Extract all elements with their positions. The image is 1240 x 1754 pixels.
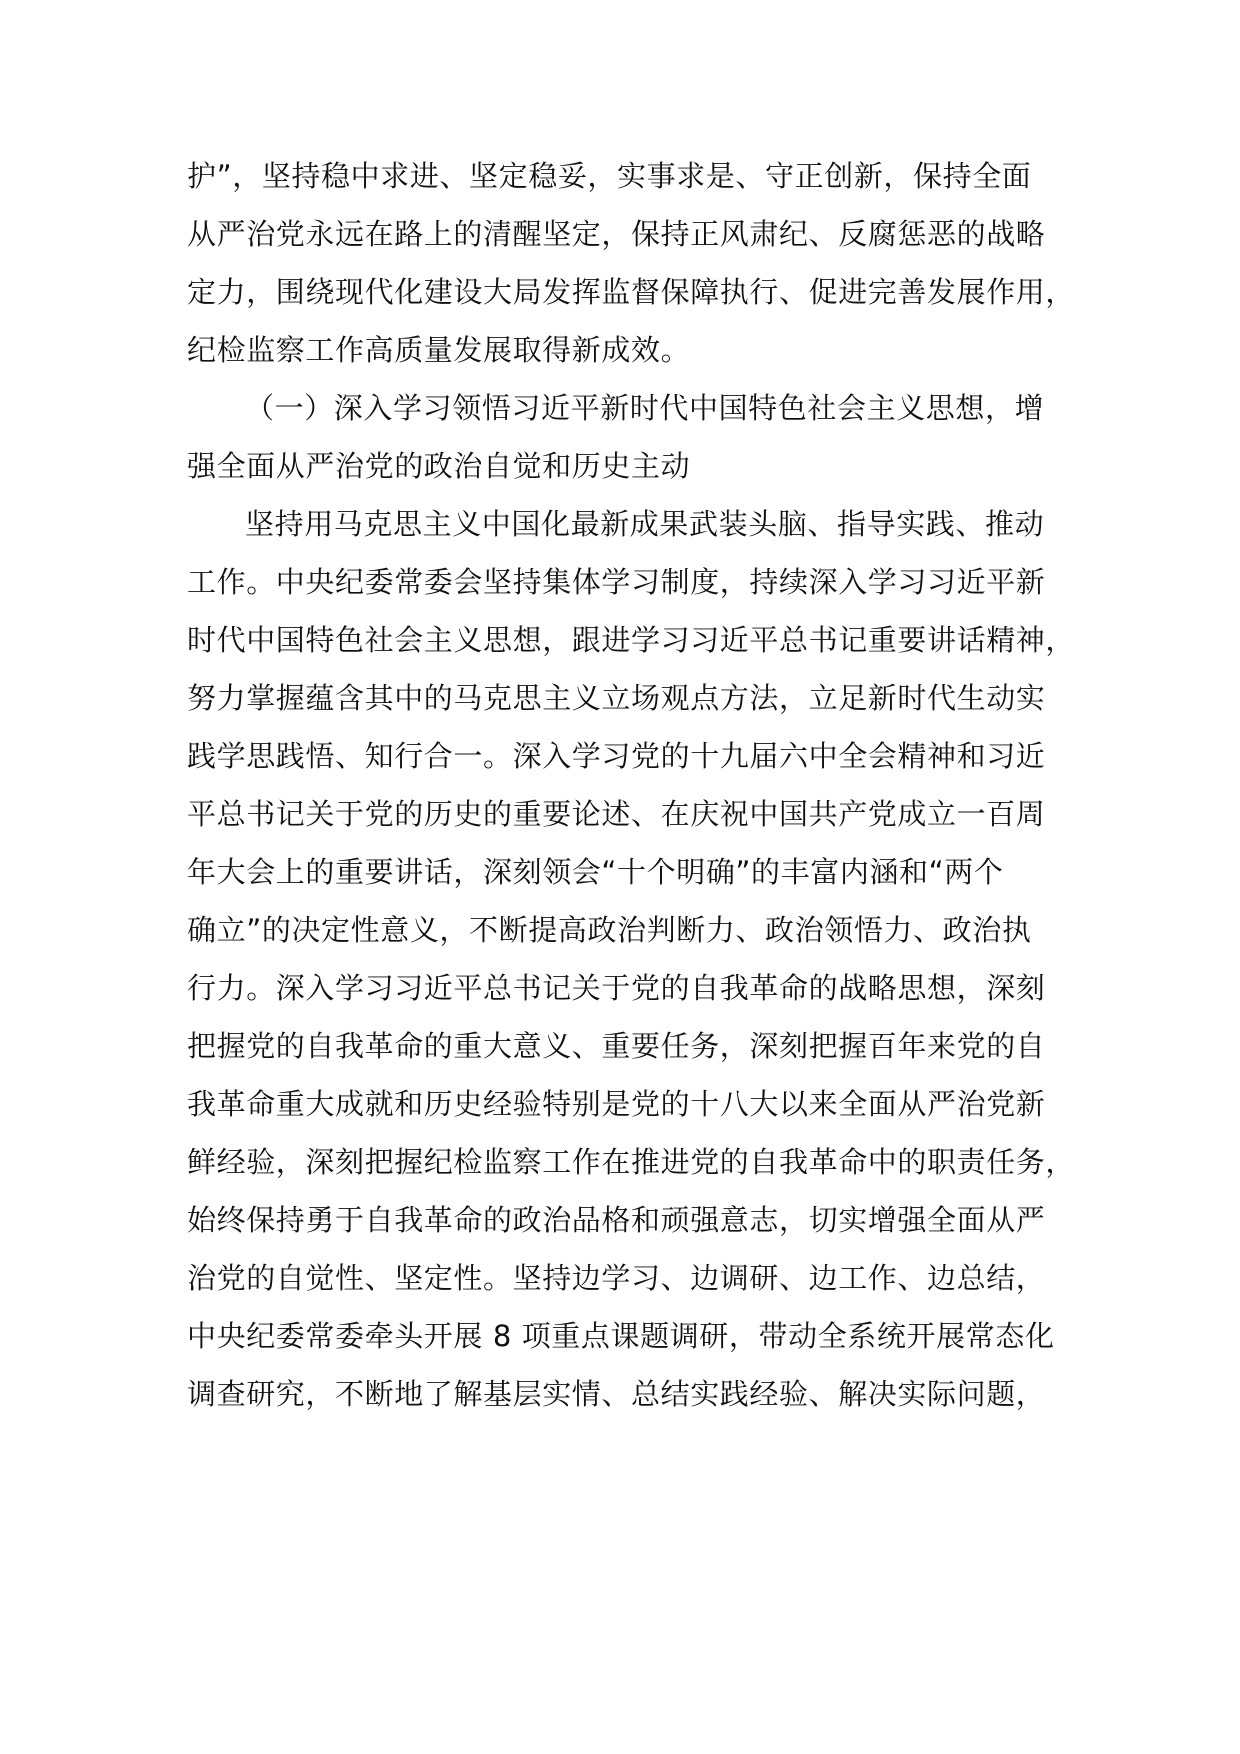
text-line: 努力掌握蕴含其中的马克思主义立场观点方法，立足新时代生动实 <box>187 681 1046 715</box>
text-line: 治党的自觉性、坚定性。坚持边学习、边调研、边工作、边总结， <box>187 1261 1046 1295</box>
text-line: 调查研究，不断地了解基层实情、总结实践经验、解决实际问题， <box>187 1377 1046 1411</box>
text-line: 把握党的自我革命的重大意义、重要任务，深刻把握百年来党的自 <box>187 1029 1046 1063</box>
text-line: 践学思践悟、知行合一。深入学习党的十九届六中全会精神和习近 <box>187 739 1046 773</box>
text-line: 鲜经验，深刻把握纪检监察工作在推进党的自我革命中的职责任务， <box>187 1145 1076 1179</box>
text-line: 行力。深入学习习近平总书记关于党的自我革命的战略思想，深刻 <box>187 971 1046 1005</box>
text-line: 从严治党永远在路上的清醒坚定，保持正风肃纪、反腐惩恶的战略 <box>187 217 1046 251</box>
section-heading-line: （一）深入学习领悟习近平新时代中国特色社会主义思想，增 <box>245 391 1045 425</box>
text-line: 始终保持勇于自我革命的政治品格和顽强意志，切实增强全面从严 <box>187 1203 1046 1237</box>
text-line: 我革命重大成就和历史经验特别是党的十八大以来全面从严治党新 <box>187 1087 1046 1121</box>
text-line: 定力，围绕现代化建设大局发挥监督保障执行、促进完善发展作用， <box>187 275 1076 309</box>
text-line: 确立”的决定性意义，不断提高政治判断力、政治领悟力、政治执 <box>187 913 1032 947</box>
section-heading-line: 强全面从严治党的政治自觉和历史主动 <box>187 449 691 483</box>
text-line: 时代中国特色社会主义思想，跟进学习习近平总书记重要讲话精神， <box>187 623 1076 657</box>
text-line: 年大会上的重要讲话，深刻领会“十个明确”的丰富内涵和“两个 <box>187 855 1004 889</box>
text-line: 中央纪委常委牵头开展 8 项重点课题调研，带动全系统开展常态化 <box>187 1319 1055 1353</box>
text-line: 护”，坚持稳中求进、坚定稳妥，实事求是、守正创新，保持全面 <box>187 159 1032 193</box>
text-line: 工作。中央纪委常委会坚持集体学习制度，持续深入学习习近平新 <box>187 565 1046 599</box>
text-line: 平总书记关于党的历史的重要论述、在庆祝中国共产党成立一百周 <box>187 797 1046 831</box>
text-line: 纪检监察工作高质量发展取得新成效。 <box>187 333 691 367</box>
text-line: 坚持用马克思主义中国化最新成果武装头脑、指导实践、推动 <box>245 507 1045 541</box>
